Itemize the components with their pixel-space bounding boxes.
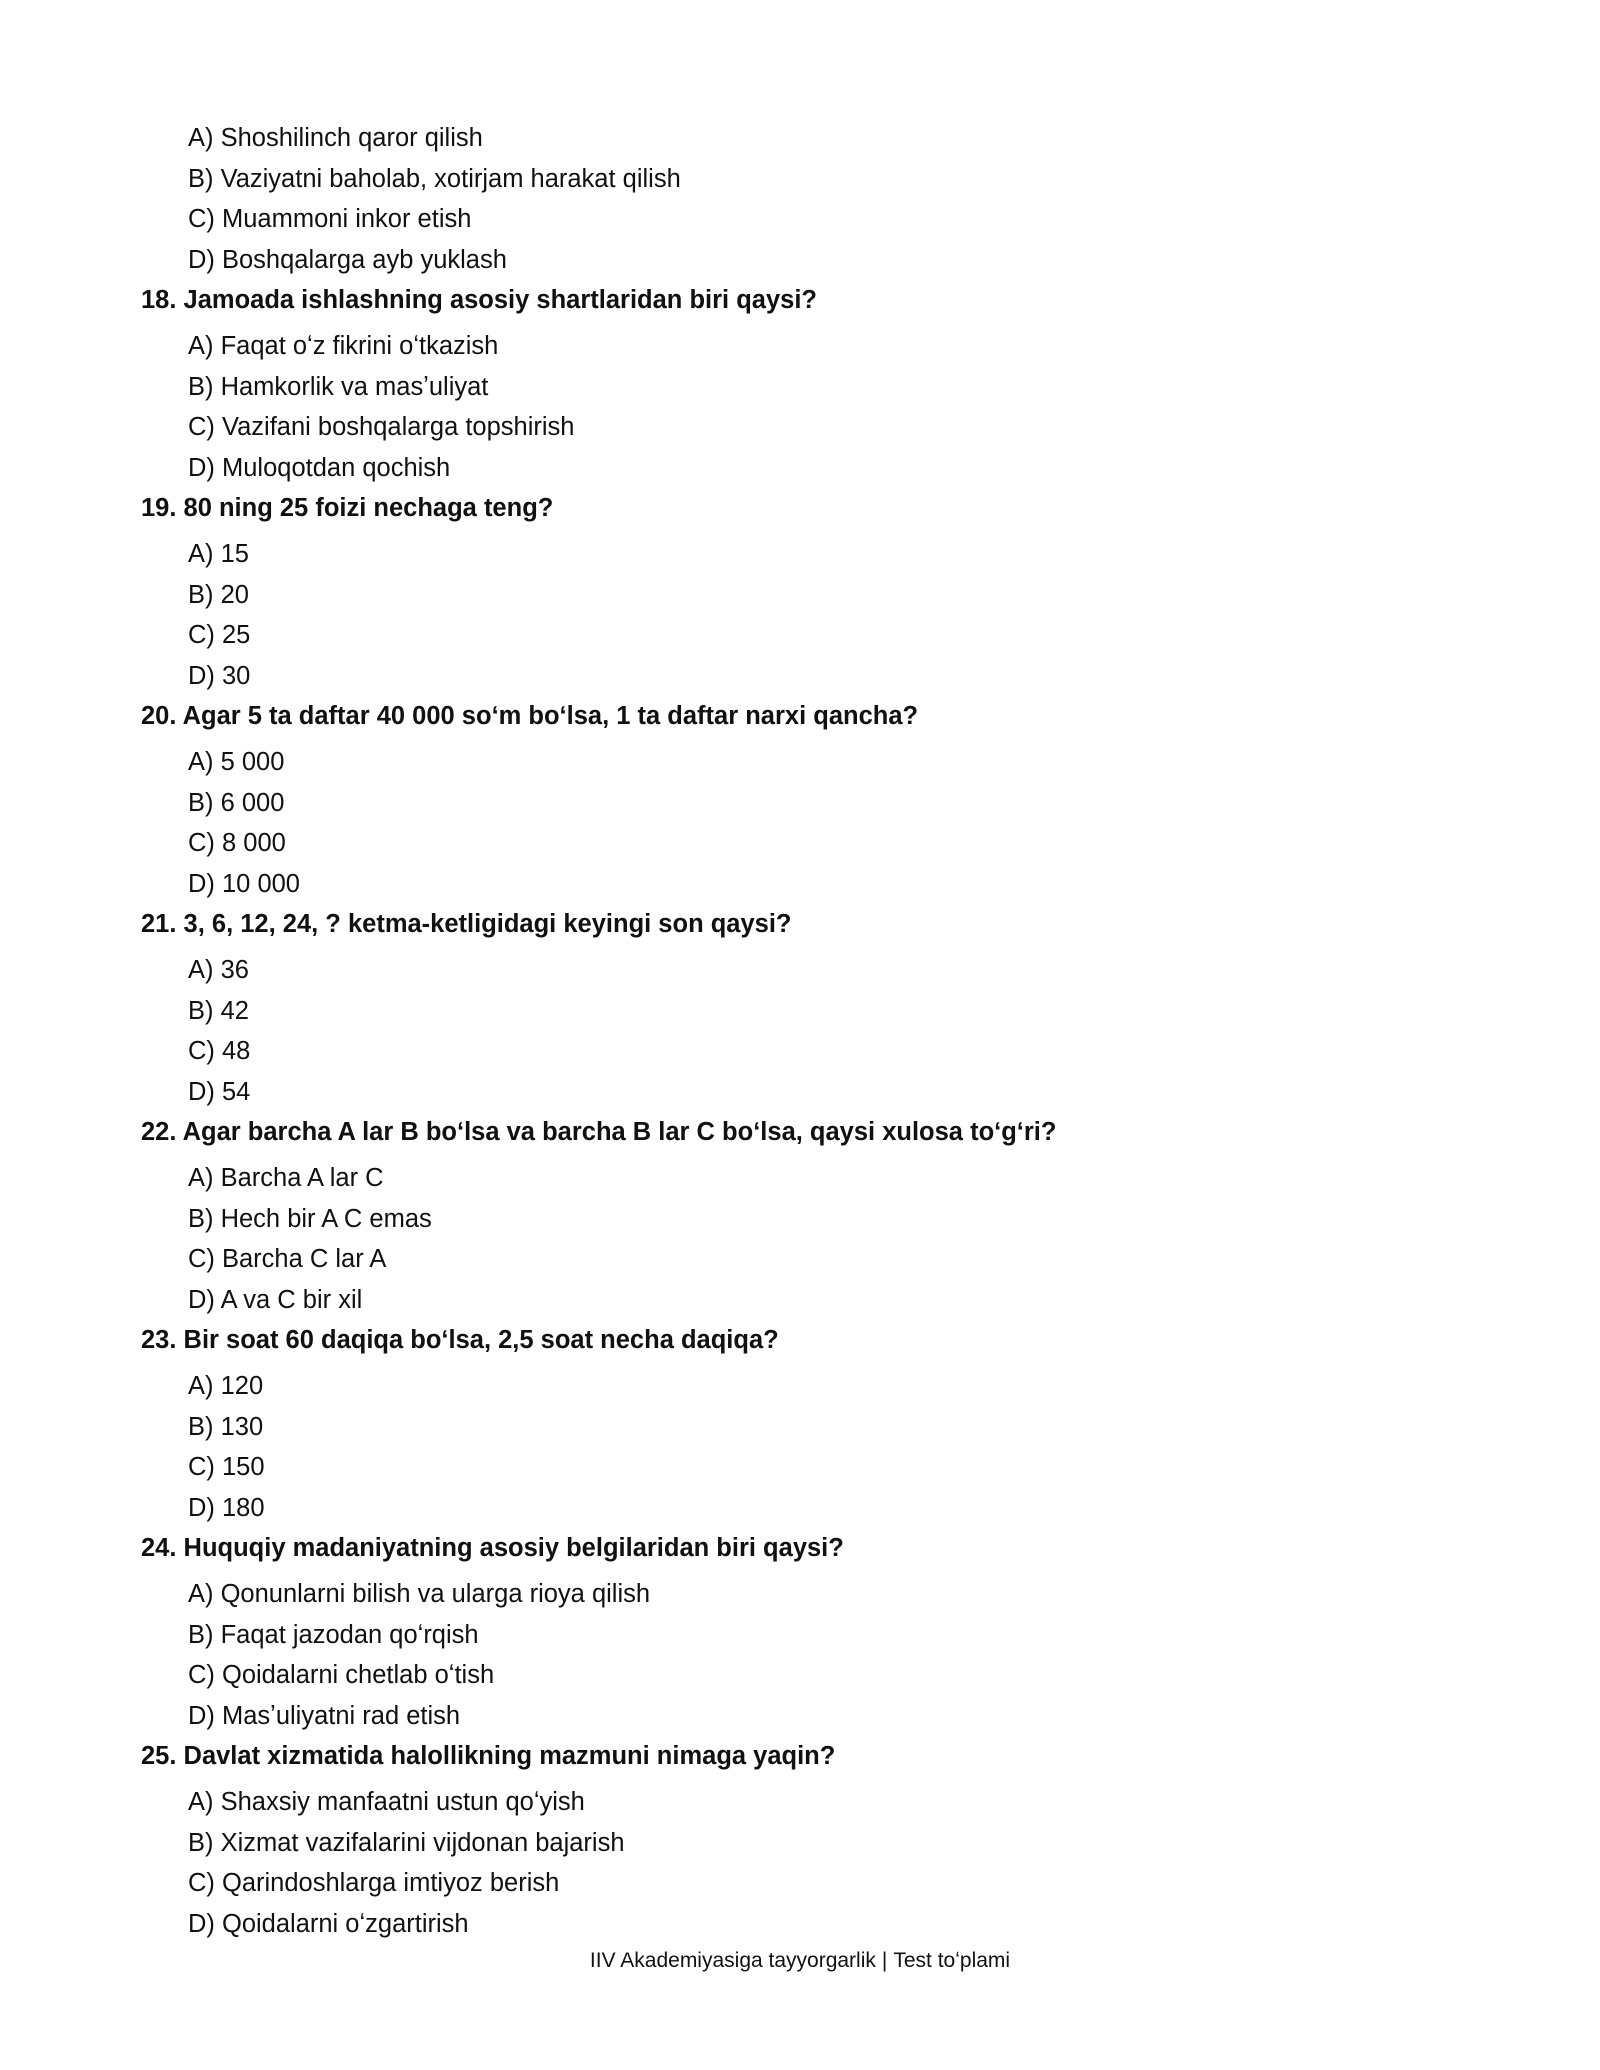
question-block (141, 904, 1461, 1112)
question-block (141, 1528, 1461, 1736)
question-text: 20. Agar 5 ta daftar 40 000 soʻm boʻlsa, 1 ta daftar narxi qancha? (141, 702, 919, 730)
leading-options (141, 118, 1461, 280)
answer-option: D) 10 000 (188, 869, 300, 898)
question-block (141, 1320, 1461, 1528)
answer-option: A) Shoshilinch qaror qilish (188, 124, 483, 152)
answer-option: D) Masʼuliyatni rad etish (188, 1701, 461, 1730)
answer-option: B) Faqat jazodan qoʻrqish (188, 1620, 479, 1649)
question-block (141, 1112, 1461, 1320)
answer-option: D) Muloqotdan qochish (188, 453, 451, 482)
question-text: 22. Agar barcha A lar B boʻlsa va barcha B lar C boʻlsa, qaysi xulosa toʻgʻri? (141, 1118, 1057, 1146)
answer-option: C) Qoidalarni chetlab oʻtish (188, 1661, 495, 1689)
answer-option: A) 15 (188, 540, 249, 568)
question-block (141, 280, 1461, 488)
answer-option: A) 36 (188, 956, 249, 984)
answer-option: A) Shaxsiy manfaatni ustun qoʻyish (188, 1788, 585, 1816)
footer-left-text: IIV Akademiyasiga tayyorgarlik (589, 1949, 876, 1972)
question-text: 25. Davlat xizmatida halollikning mazmuni nimaga yaqin? (141, 1742, 836, 1770)
answer-option: A) Barcha A lar C (188, 1164, 384, 1192)
footer-separator: | (881, 1949, 888, 1972)
answer-option: A) Faqat oʻz fikrini oʻtkazish (188, 332, 499, 360)
answer-option: B) 20 (188, 580, 249, 609)
answer-option: B) 42 (188, 996, 249, 1025)
answer-option: C) Qarindoshlarga imtiyoz berish (188, 1869, 560, 1897)
question-text: 19. 80 ning 25 foizi nechaga teng? (141, 494, 554, 522)
answer-option: C) 8 000 (188, 829, 286, 857)
answer-option: C) 48 (188, 1037, 251, 1065)
answer-option: A) 120 (188, 1372, 264, 1400)
answer-option: C) Barcha C lar A (188, 1245, 387, 1273)
answer-option: A) 5 000 (188, 748, 285, 776)
answer-option: D) Qoidalarni oʻzgartirish (188, 1909, 469, 1938)
answer-option: B) Vaziyatni baholab, xotirjam harakat qilish (188, 164, 681, 193)
answer-option: B) Hamkorlik va masʼuliyat (188, 372, 489, 401)
answer-option: B) 6 000 (188, 788, 285, 817)
question-block (141, 488, 1461, 696)
question-text: 24. Huquqiy madaniyatning asosiy belgilaridan biri qaysi? (141, 1534, 844, 1562)
answer-option: D) 180 (188, 1493, 265, 1522)
question-block (141, 1736, 1461, 1944)
answer-option: C) Vazifani boshqalarga topshirish (188, 413, 575, 441)
question-text: 23. Bir soat 60 daqiqa boʻlsa, 2,5 soat necha daqiqa? (141, 1326, 779, 1354)
answer-option: B) Xizmat vazifalarini vijdonan bajarish (188, 1828, 625, 1857)
question-list (141, 280, 1461, 1944)
question-text: 21. 3, 6, 12, 24, ? ketma-ketligidagi keyingi son qaysi? (141, 910, 792, 938)
question-text: 18. Jamoada ishlashning asosiy shartlaridan biri qaysi? (141, 286, 817, 314)
answer-option: A) Qonunlarni bilish va ularga rioya qilish (188, 1580, 651, 1608)
footer-right-text: Test toʻplami (893, 1949, 1011, 1972)
answer-option: D) Boshqalarga ayb yuklash (188, 245, 507, 274)
answer-option: B) 130 (188, 1412, 264, 1441)
answer-option: D) A va C bir xil (188, 1285, 363, 1314)
page-footer (0, 1946, 1600, 1976)
answer-option: C) 150 (188, 1453, 265, 1481)
answer-option: C) Muammoni inkor etish (188, 205, 472, 233)
answer-option: B) Hech bir A C emas (188, 1204, 432, 1233)
answer-option: D) 30 (188, 661, 251, 690)
test-content (141, 118, 1461, 1944)
question-block (141, 696, 1461, 904)
answer-option: D) 54 (188, 1077, 251, 1106)
answer-option: C) 25 (188, 621, 251, 649)
